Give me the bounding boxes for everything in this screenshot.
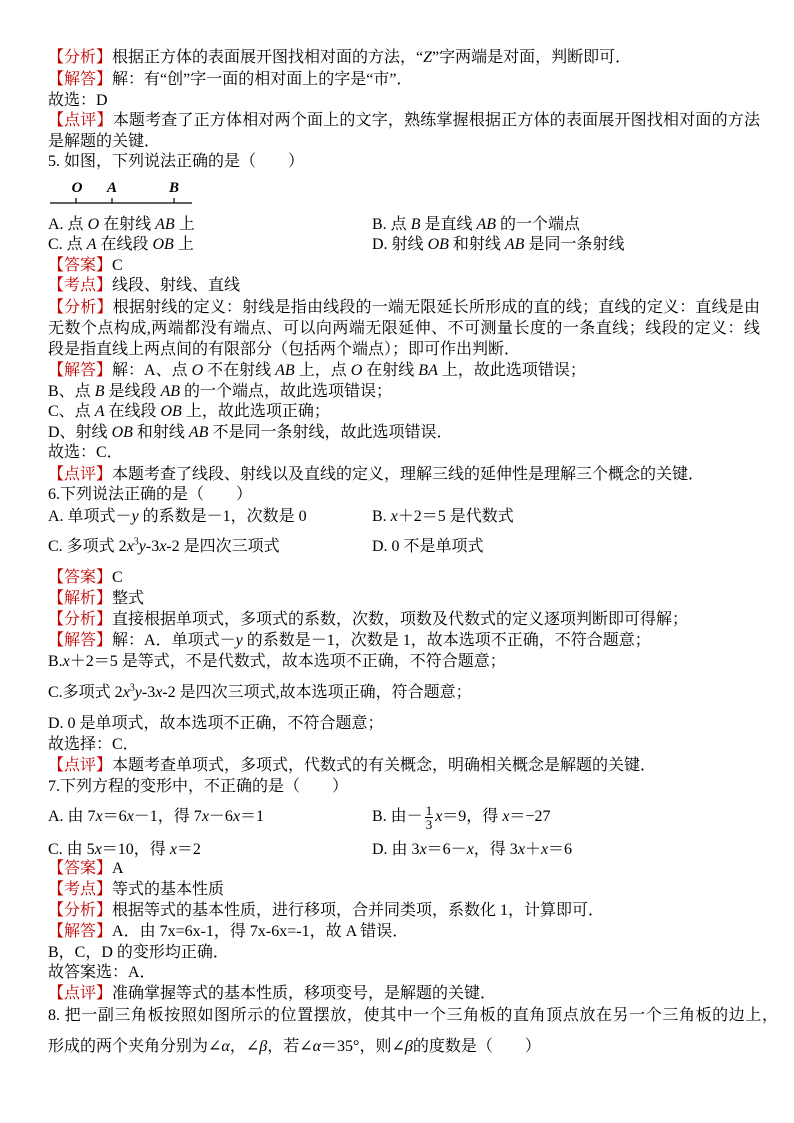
text-run: 故选：C． bbox=[48, 444, 123, 461]
q7-stem bbox=[48, 776, 760, 797]
text-run: B，C，D 的变形均正确． bbox=[48, 944, 229, 961]
text-run: ＝2 bbox=[176, 841, 201, 858]
math-variable: B bbox=[94, 383, 105, 400]
q6-option-c bbox=[48, 536, 366, 557]
text-run: ＝35°，则∠ bbox=[321, 1038, 405, 1055]
section-label: 【答案】 bbox=[48, 569, 113, 586]
text-run: 在线段 bbox=[96, 236, 153, 253]
math-variable: x bbox=[126, 538, 134, 555]
text-run: 上，故此选项正确； bbox=[181, 403, 330, 420]
text-run: 故选：D bbox=[48, 92, 108, 109]
math-variable: x bbox=[94, 841, 102, 858]
text-run: C、点 bbox=[48, 403, 95, 420]
text-run: C. 点 bbox=[48, 236, 87, 253]
point-a-label: A bbox=[106, 180, 118, 196]
text-run: ＝6 bbox=[548, 841, 573, 858]
text-run: 和射线 bbox=[448, 236, 505, 253]
q8-stem-line-1 bbox=[48, 1005, 778, 1026]
text-run: 段是指直线上两点间的有限部分（包括两个端点）；即可作出判断． bbox=[48, 341, 521, 358]
section-label: 【解析】 bbox=[48, 590, 113, 607]
section-label: 【点评】 bbox=[48, 757, 113, 774]
text-run: A. 点 bbox=[48, 216, 88, 233]
text-run: 本题考查单项式，多项式，代数式的有关概念，明确相关概念是解题的关键． bbox=[112, 757, 657, 774]
text-run: 是同一条射线 bbox=[524, 236, 625, 253]
point-b-label: B bbox=[168, 180, 180, 196]
text-run: B. 点 bbox=[372, 216, 411, 233]
text-run: －1，得 7 bbox=[133, 808, 202, 825]
math-variable: O bbox=[350, 362, 363, 379]
q7-option-b bbox=[372, 801, 752, 833]
text-run: C bbox=[112, 569, 123, 586]
text-run: ＝10，得 bbox=[101, 841, 170, 858]
q5-option-a bbox=[48, 214, 366, 235]
text-run: 和射线 bbox=[132, 424, 189, 441]
text-run: ＝6 bbox=[102, 808, 127, 825]
section-label: 【解答】 bbox=[48, 923, 113, 940]
q6-analysis bbox=[48, 609, 760, 630]
text-run: 的系数是－1，次数是 1，故本选项不正确，不符合题意； bbox=[242, 632, 651, 649]
text-run: 上，点 bbox=[294, 362, 351, 379]
text-run: ，若∠ bbox=[267, 1038, 313, 1055]
q5-solution-line-4 bbox=[48, 422, 760, 443]
q7-topic bbox=[48, 879, 760, 900]
math-variable: x bbox=[126, 808, 134, 825]
text-run: 上 bbox=[174, 216, 195, 233]
math-variable: AB bbox=[155, 216, 175, 233]
text-run: 的一个端点，故此选项错误； bbox=[180, 383, 393, 400]
q5-comment bbox=[48, 464, 760, 485]
text-run: ＋ bbox=[524, 841, 541, 858]
point-o-label: O bbox=[71, 180, 83, 196]
text-run: 的一个端点 bbox=[496, 216, 581, 233]
math-variable: AB bbox=[188, 424, 209, 441]
section-label: 【分析】 bbox=[48, 299, 113, 316]
q4-solution bbox=[48, 69, 760, 90]
text-run: A. 由 7 bbox=[48, 808, 96, 825]
text-run: 的系数是－1，次数是 0 bbox=[138, 508, 307, 525]
math-fraction bbox=[425, 804, 434, 831]
section-label: 【分析】 bbox=[48, 49, 113, 66]
text-run: ＝9，得 bbox=[442, 808, 503, 825]
text-run: 6.下列说法正确的是（ ） bbox=[48, 486, 253, 503]
text-run: 无数个点构成,两端都没有端点、可以向两端无限延伸、不可测量长度的一条直线；线段的定义：线 bbox=[48, 320, 760, 337]
text-run: C. 由 5 bbox=[48, 841, 95, 858]
q6-choice bbox=[48, 734, 760, 755]
text-run: 8. 把一副三角板按照如图所示的位置摆放，使其中一个三角板的直角顶点放在另一个三角板的边上， bbox=[48, 1007, 778, 1024]
text-run: ＝6－ bbox=[426, 841, 467, 858]
math-variable: x bbox=[155, 684, 163, 701]
math-variable: OB bbox=[160, 403, 182, 420]
q5-choice bbox=[48, 442, 760, 463]
section-label: 【考点】 bbox=[48, 881, 113, 898]
text-run: 本题考查了正方体相对两个面上的文字，熟练掌握根据正方体的表面展开图找相对面的方法 bbox=[112, 112, 760, 129]
math-variable: OB bbox=[111, 424, 133, 441]
q6-solution-line-4 bbox=[48, 713, 760, 734]
section-label: 【考点】 bbox=[48, 277, 113, 294]
q6-parse bbox=[48, 588, 760, 609]
text-run: 上，故此选项错误； bbox=[437, 362, 586, 379]
text-run: －6 bbox=[208, 808, 233, 825]
text-run: ，得 3 bbox=[473, 841, 518, 858]
math-variable: x bbox=[95, 808, 103, 825]
math-variable: A bbox=[94, 403, 105, 420]
text-run: -2 是四次三项式,故本选项正确，符合题意； bbox=[162, 684, 472, 701]
text-run: D. 射线 bbox=[372, 236, 428, 253]
text-run: ＝1 bbox=[240, 808, 265, 825]
text-run: 解：A．单项式－ bbox=[112, 632, 236, 649]
q7-analysis bbox=[48, 900, 760, 921]
text-run: 解：有“创”字一面的相对面上的字是“市”． bbox=[112, 71, 413, 88]
section-label: 【分析】 bbox=[48, 902, 113, 919]
q5-solution-line-2 bbox=[48, 381, 760, 402]
math-variable: x bbox=[466, 841, 474, 858]
q5-solution-line-3 bbox=[48, 401, 760, 422]
section-label: 【分析】 bbox=[48, 611, 113, 628]
text-run: 直接根据单项式，多项式的系数，次数，项数及代数式的定义逐项判断即可得解； bbox=[112, 611, 689, 628]
math-variable: AB bbox=[160, 383, 181, 400]
q5-analysis-line-2 bbox=[48, 318, 760, 339]
q6-option-a bbox=[48, 506, 366, 527]
text-run: 的度数是（ ） bbox=[412, 1038, 541, 1055]
math-variable: x bbox=[435, 808, 443, 825]
text-run: 根据射线的定义：射线是指由线段的一端无限延长所形成的直的线；直线的定义：直线是由 bbox=[112, 299, 760, 316]
math-variable: O bbox=[191, 362, 204, 379]
q7-solution-line-1 bbox=[48, 921, 760, 942]
math-variable: OB bbox=[152, 236, 174, 253]
q7-option-c bbox=[48, 839, 366, 860]
text-run: 不在射线 bbox=[203, 362, 276, 379]
q6-option-b bbox=[372, 506, 752, 527]
q4-choice bbox=[48, 90, 760, 111]
section-label: 【点评】 bbox=[48, 985, 113, 1002]
q6-option-d bbox=[372, 536, 752, 557]
q7-answer bbox=[48, 858, 760, 879]
math-variable: AB bbox=[504, 236, 525, 253]
q5-line-figure bbox=[40, 175, 210, 211]
text-run: 是解题的关键． bbox=[48, 133, 161, 150]
math-variable: x bbox=[390, 508, 398, 525]
math-variable: y bbox=[235, 632, 243, 649]
q6-answer bbox=[48, 567, 760, 588]
math-variable: Z bbox=[423, 49, 433, 66]
text-run: ＋2＝5 是等式，不是代数式，故本选项不正确，不符合题意； bbox=[69, 653, 506, 670]
math-variable: β bbox=[404, 1038, 413, 1055]
q5-solution-line-1 bbox=[48, 360, 760, 381]
q5-analysis-line-3 bbox=[48, 339, 760, 360]
text-run: C bbox=[112, 257, 123, 274]
math-variable: x bbox=[419, 841, 427, 858]
text-run: B. bbox=[48, 653, 63, 670]
text-run: ，∠ bbox=[229, 1038, 260, 1055]
text-run: C.多项式 2 bbox=[48, 684, 123, 701]
text-run: 在射线 bbox=[362, 362, 419, 379]
q6-comment bbox=[48, 755, 760, 776]
q6-stem bbox=[48, 484, 760, 505]
text-run: A. 单项式－ bbox=[48, 508, 132, 525]
section-label: 【解答】 bbox=[48, 71, 113, 88]
section-label: 【点评】 bbox=[48, 466, 113, 483]
q5-option-c bbox=[48, 234, 366, 255]
math-variable: y bbox=[134, 684, 142, 701]
text-run: 上 bbox=[173, 236, 194, 253]
text-run: D、射线 bbox=[48, 424, 112, 441]
text-run: 解：A、点 bbox=[112, 362, 192, 379]
text-run: 准确掌握等式的基本性质，移项变号，是解题的关键． bbox=[112, 985, 497, 1002]
text-run: 等式的基本性质 bbox=[112, 881, 225, 898]
q8-stem-line-2 bbox=[48, 1036, 760, 1057]
math-variable: O bbox=[87, 216, 100, 233]
math-variable: x bbox=[62, 653, 70, 670]
text-run: ＝−27 bbox=[509, 808, 551, 825]
text-run: A．由 7x=6x-1，得 7x-6x=-1，故 A 错误． bbox=[112, 923, 409, 940]
math-variable: B bbox=[410, 216, 421, 233]
q7-choice bbox=[48, 962, 760, 983]
fraction-numerator: 1 bbox=[425, 802, 433, 818]
math-variable: x bbox=[169, 841, 177, 858]
q4-analysis bbox=[48, 47, 760, 68]
math-variable: OB bbox=[427, 236, 449, 253]
math-variable: α bbox=[312, 1038, 322, 1055]
text-run: 根据等式的基本性质，进行移项，合并同类项，系数化 1，计算即可． bbox=[112, 902, 605, 919]
text-run: 是直线 bbox=[420, 216, 477, 233]
q4-comment-line-1 bbox=[48, 110, 760, 131]
section-label: 【答案】 bbox=[48, 257, 113, 274]
text-run: 根据正方体的表面展开图找相对面的方法，“ bbox=[112, 49, 424, 66]
q7-option-a bbox=[48, 801, 366, 833]
text-run: C. 多项式 2 bbox=[48, 538, 127, 555]
section-label: 【答案】 bbox=[48, 860, 113, 877]
text-run: 线段、射线、直线 bbox=[112, 277, 241, 294]
math-variable: x bbox=[232, 808, 241, 825]
math-variable: x bbox=[159, 538, 167, 555]
text-run: ”字两端是对面，判断即可． bbox=[432, 49, 632, 66]
section-label: 【点评】 bbox=[48, 112, 113, 129]
q5-option-b bbox=[372, 214, 752, 235]
fraction-denominator: 3 bbox=[425, 816, 433, 832]
math-variable: x bbox=[502, 808, 510, 825]
text-run: 整式 bbox=[112, 590, 145, 607]
math-exponent: 3 bbox=[129, 682, 135, 694]
q6-solution-line-2 bbox=[48, 651, 760, 672]
q6-solution-line-1 bbox=[48, 630, 760, 651]
text-run: D. 由 3 bbox=[372, 841, 420, 858]
q5-option-d bbox=[372, 234, 752, 255]
math-variable: x bbox=[540, 841, 549, 858]
text-run: -2 是四次三项式 bbox=[166, 538, 280, 555]
text-run: 在射线 bbox=[99, 216, 156, 233]
math-variable: A bbox=[86, 236, 97, 253]
text-run: 7.下列方程的变形中，不正确的是（ ） bbox=[48, 778, 349, 795]
text-run: B、点 bbox=[48, 383, 95, 400]
q7-option-d bbox=[372, 839, 752, 860]
text-run: 形成的两个夹角分别为∠ bbox=[48, 1038, 222, 1055]
math-variable: y bbox=[138, 538, 146, 555]
q5-stem bbox=[48, 151, 760, 172]
math-variable: BA bbox=[418, 362, 438, 379]
math-variable: β bbox=[259, 1038, 268, 1055]
section-label: 【解答】 bbox=[48, 632, 113, 649]
text-run: 不是同一条射线，故此选项错误． bbox=[208, 424, 453, 441]
text-run: D. 0 是单项式，故本选项不正确，不符合题意； bbox=[48, 715, 384, 732]
math-exponent: 3 bbox=[133, 536, 139, 548]
q5-topic bbox=[48, 275, 760, 296]
q6-solution-line-3 bbox=[48, 682, 760, 703]
text-run: 5. 如图，下列说法正确的是（ ） bbox=[48, 153, 305, 170]
text-run: A bbox=[112, 860, 124, 877]
math-variable: x bbox=[517, 841, 525, 858]
text-run: -3 bbox=[141, 684, 156, 701]
math-variable: AB bbox=[275, 362, 295, 379]
text-run: 故选择：C． bbox=[48, 736, 139, 753]
text-run: 在线段 bbox=[104, 403, 161, 420]
q7-solution-line-2 bbox=[48, 942, 760, 963]
math-variable: x bbox=[201, 808, 209, 825]
q4-comment-line-2 bbox=[48, 131, 760, 152]
text-run: B. bbox=[372, 508, 391, 525]
math-variable: α bbox=[221, 1038, 230, 1055]
text-run: ＋2＝5 是代数式 bbox=[397, 508, 514, 525]
math-variable: AB bbox=[476, 216, 497, 233]
section-label: 【解答】 bbox=[48, 362, 113, 379]
text-run: D. 0 不是单项式 bbox=[372, 538, 484, 555]
text-run: 本题考查了线段、射线以及直线的定义，理解三线的延伸性是理解三个概念的关键． bbox=[112, 466, 705, 483]
q5-answer bbox=[48, 255, 760, 276]
math-variable: x bbox=[122, 684, 130, 701]
text-run: 是线段 bbox=[104, 383, 161, 400]
text-run: -3 bbox=[145, 538, 160, 555]
math-variable: y bbox=[131, 508, 139, 525]
text-run: 故答案选：A． bbox=[48, 964, 156, 981]
text-run: B. 由－ bbox=[372, 808, 423, 825]
q7-comment bbox=[48, 983, 760, 1004]
q5-analysis-line-1 bbox=[48, 297, 760, 318]
